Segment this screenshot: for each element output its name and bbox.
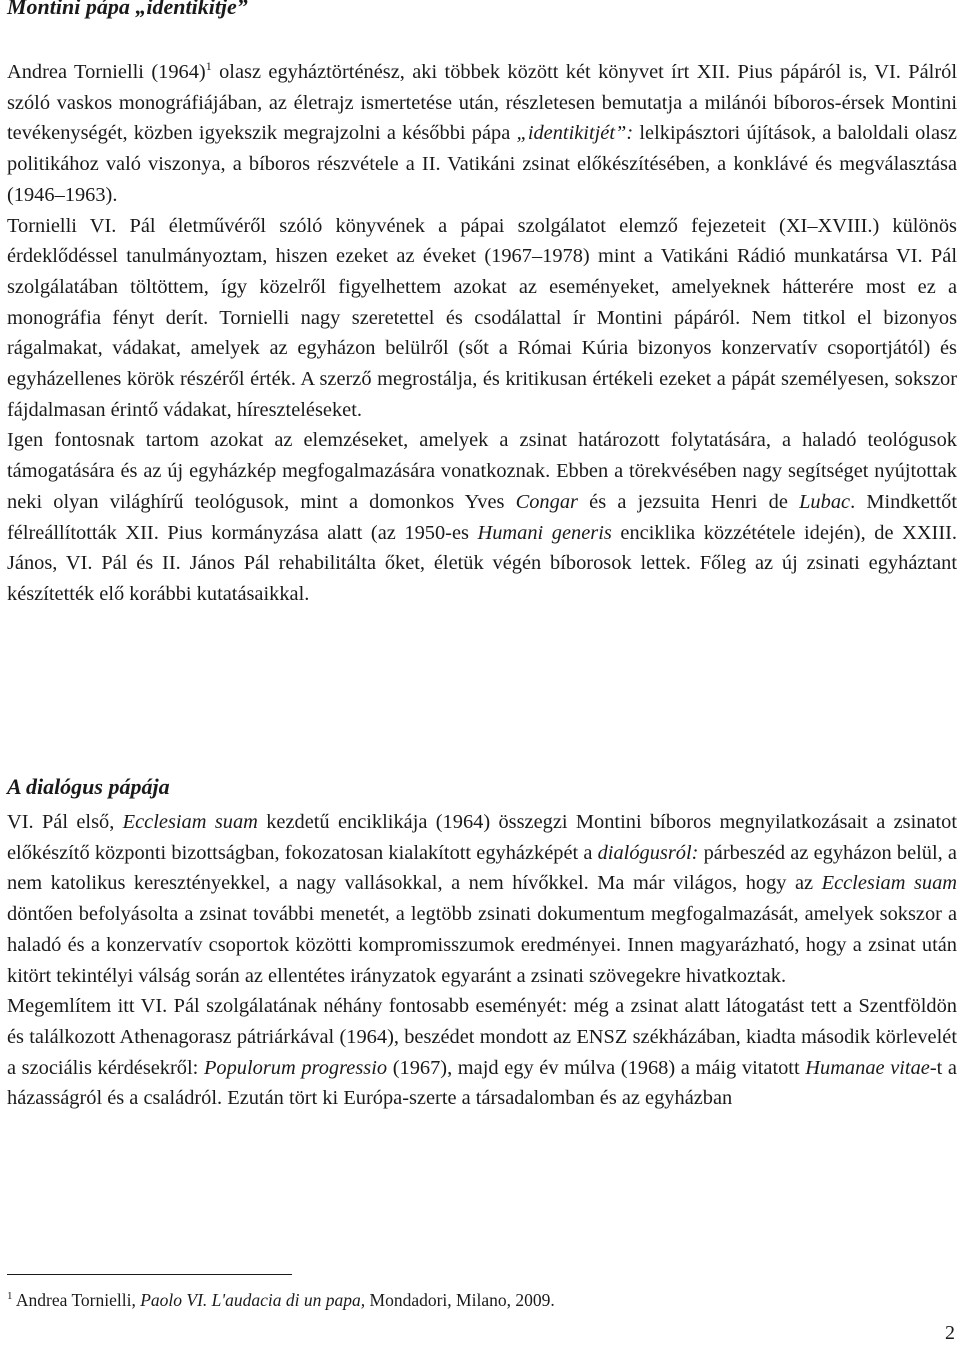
paragraph-4-text-a: VI. Pál első, xyxy=(7,811,123,833)
page-number: 2 xyxy=(945,1322,955,1344)
paragraph-5-text-a: Megemlítem itt VI. Pál szolgálatának néhány fontosabb eseményét: még a zsinat alatt látogatást tett a Szentföldön és találkozott Athenagorasz pátriárkával (1964), beszédet mondott az ENSZ székházában, kiadta második körlevelét a szociális kérdésekről: xyxy=(7,995,957,1079)
footnote-text-b: Mondadori, Milano, 2009. xyxy=(365,1290,555,1310)
paragraph-4-italic-ecclesiam-suam-2: Ecclesiam suam xyxy=(821,872,957,895)
footnote-divider xyxy=(7,1274,292,1275)
paragraph-3-text-d: enciklika közzététele idején), de XXIII. János, VI. Pál és II. János Pál rehabilitálta őket, életük végén bíborosok lettek. Főleg az új zsinati egyháztant készítették elő korábbi kutatásaikkal. xyxy=(7,521,957,605)
paragraph-4-italic-ecclesiam-suam: Ecclesiam suam xyxy=(122,811,258,833)
paragraph-3-text-c: . Mindkettőt félreállították XII. Pius kormányzása alatt (az 1950-es xyxy=(7,490,957,544)
paragraph-3-text-a: Igen fontosnak tartom azokat az elemzéseket, amelyek a zsinat határozott folytatására, a haladó teológusok támogatására és az új egyházkép megfogalmazására vonatkoznak. Ebben a törekvésében nagy segítséget nyújtottak neki olyan világhírű teológusok, mint a domonkos Yves xyxy=(7,429,957,513)
paragraph-1 xyxy=(7,57,957,211)
paragraph-1-text-c: lelkipásztori újítások, a baloldali olasz politikához való viszonya, a bíboros részvétele a II. Vatikáni zsinat előkészítésében, a konklávé és megválasztása (1946–1963). xyxy=(7,122,957,206)
paragraph-5-italic-humanae-vitae: Humanae vitae xyxy=(805,1056,930,1079)
paragraph-3-italic-lubac: Lubac xyxy=(799,490,851,513)
footnote-italic-title: Paolo VI. L'audacia di un papa, xyxy=(140,1290,366,1310)
paragraph-3-text-b: és a jezsuita Henri de xyxy=(577,490,800,513)
section-heading-identikit: Montini pápa „identikitje” xyxy=(7,0,248,19)
paragraph-5-text-b: (1967), majd egy év múlva (1968) a máig vitatott xyxy=(387,1056,806,1079)
paragraph-4-text-c: párbeszéd az egyházon belül, a nem katolikus keresztényekkel, a nagy vallásokkal, a nem hívőkkel. Ma már világos, hogy az xyxy=(7,841,957,895)
paragraph-4-text-b: kezdetű enciklikája (1964) összegzi Montini bíboros megnyilatkozásait a zsinatot előkészítő központi bizottságban, fokozatosan kialakított egyházképét a xyxy=(7,811,958,864)
paragraph-5-text-c: -t a házasságról és a családról. Ezután tört ki Európa-szerte a társadalomban és az egyházban xyxy=(7,1056,957,1110)
document-page xyxy=(7,0,957,1351)
paragraph-2: Tornielli VI. Pál életművéről szóló könyvének a pápai szolgálatot elemző fejezeteit (XI–XVIII.) különös érdeklődéssel tanulmányoztam, hiszen ezeket az éveket (1967–1978) mint a Vatikáni Rádió munkatársa VI. Pál szolgálatában töltöttem, így közelről figyelhettem azokat az eseményeket, amelyeknek hátterére most ez a monográfia fényt derít. Tornielli nagy szeretettel és csodálattal ír Montini pápáról. Nem titkol el bizonyos rágalmakat, vádakat, amelyek az egyházon belülről (sőt a Római Kúria bizonyos konzervatív csoportjától) és egyházellenes körök részéről érték. A szerző megrostálja, és kritikusan értékeli ezeket a pápát személyesen, sokszor fájdalmasan érintő vádakat, híreszteléseket. xyxy=(7,214,957,421)
footnote-reference: 1 xyxy=(205,59,212,74)
footnote-number: 1 xyxy=(7,1290,13,1303)
paragraph-1-text-b: olasz egyháztörténész, aki többek között két könyvet írt XII. Pius pápáról is, VI. Pálról szóló vaskos monográfiájában, az életrajz ismertetése után, részletesen bemutatja a milánói bíboros-érsek Montini tevékenységét, közben igyekszik megrajzolni a későbbi pápa xyxy=(7,61,957,145)
paragraph-3 xyxy=(7,425,957,609)
paragraph-4-text-d: döntően befolyásolta a zsinat további menetét, a legtöbb zsinati dokumentum megfogalmazását, amelyek sokszor a haladó és a konzervatív csoportok közötti kompromisszumok eredményei. Innen magyarázható, hogy a zsinat után kitört tekintélyi válság során az ellentétes irányzatok egyaránt a zsinati szövegekre hivatkoztak. xyxy=(7,903,957,987)
paragraph-3-italic-congar: Congar xyxy=(515,490,578,513)
paragraph-4-italic-dialogusrol: dialógusról: xyxy=(597,841,699,864)
text-block-2 xyxy=(7,807,957,1114)
paragraph-5 xyxy=(7,991,957,1114)
footnote xyxy=(7,1287,555,1313)
paragraph-4 xyxy=(7,807,957,991)
paragraph-3-italic-humani-generis: Humani generis xyxy=(477,521,612,544)
footnote-text-a: Andrea Tornielli, xyxy=(12,1290,141,1310)
text-block-1 xyxy=(7,57,957,610)
section-heading-dialogus: A dialógus pápája xyxy=(7,774,170,799)
paragraph-5-italic-populorum-progressio: Populorum progressio xyxy=(203,1056,388,1079)
paragraph-1-italic-identikit: „identikitjét”: xyxy=(516,122,634,145)
paragraph-1-text-a: Andrea Tornielli (1964) xyxy=(7,61,206,83)
